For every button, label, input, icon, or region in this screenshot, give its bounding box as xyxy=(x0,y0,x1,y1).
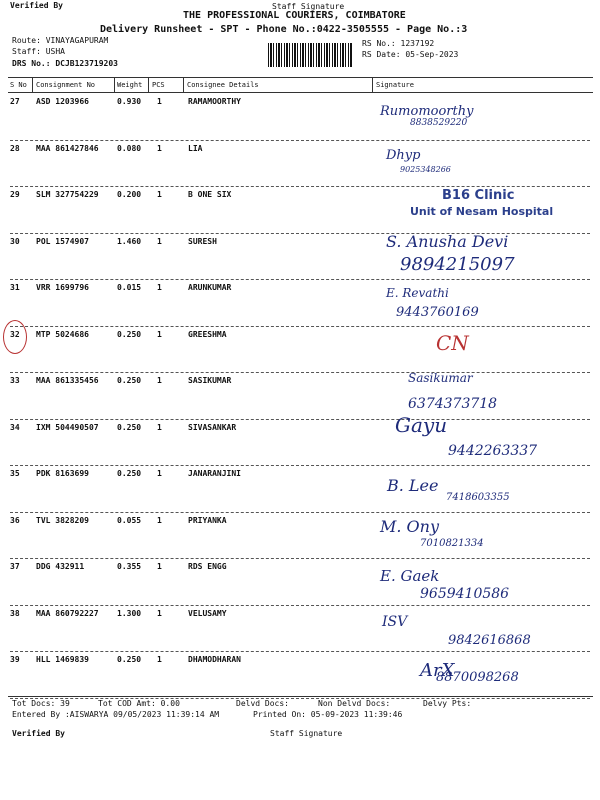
row-separator xyxy=(10,512,590,513)
row-pcs: 1 xyxy=(157,422,162,432)
row-separator xyxy=(10,465,590,466)
row-consignee: SURESH xyxy=(188,236,217,246)
row-sno: 38 xyxy=(10,608,20,618)
row-separator xyxy=(10,186,590,187)
entered-by: Entered By :AISWARYA 09/05/2023 11:39:14 AM xyxy=(12,710,220,719)
row-consignee: SIVASANKAR xyxy=(188,422,237,432)
col-consignment: Consignment No xyxy=(36,81,96,89)
row-signature: Gayu xyxy=(395,413,448,437)
row-sno: 35 xyxy=(10,469,20,478)
row-signature: Sasikumar xyxy=(408,371,473,385)
row-separator xyxy=(10,279,590,280)
row-weight: 0.250 xyxy=(117,376,142,385)
row-consignment-no: PDK 8163699 xyxy=(36,469,89,478)
row-pcs: 1 xyxy=(157,515,162,525)
tot-docs: Tot Docs: 39 xyxy=(12,699,70,708)
row-signature-note: 9659410586 xyxy=(420,586,510,602)
row-pcs: 1 xyxy=(157,143,162,153)
row-signature: E. Gaek xyxy=(380,567,440,585)
row-consignment-no: MAA 861427846 xyxy=(36,143,99,153)
row-consignee: VELUSAMY xyxy=(188,608,227,618)
row-pcs: 1 xyxy=(157,469,162,478)
rs-number: RS No.: 1237192 xyxy=(362,39,435,48)
row-signature: S. Anusha Devi xyxy=(386,232,509,251)
runsheet-title: Delivery Runsheet - SPT - Phone No.:0422-3505555 - Page No.:3 xyxy=(100,24,468,35)
row-weight: 0.250 xyxy=(117,469,142,478)
row-separator xyxy=(10,605,590,606)
row-signature: E. Revathi xyxy=(386,286,449,300)
row-consignee: SASIKUMAR xyxy=(188,376,232,385)
row-consignment-no: DDG 432911 xyxy=(36,562,85,571)
row-signature-note: 9025348266 xyxy=(400,165,451,174)
row-signature-note: 9443760169 xyxy=(396,305,479,320)
row-consignee: RAMAMOORTHY xyxy=(188,97,241,106)
staff: Staff: USHA xyxy=(12,47,65,56)
row-signature-note: 9442263337 xyxy=(448,443,538,459)
row-consignee: RDS ENGG xyxy=(188,562,227,571)
footer-rule xyxy=(8,696,593,697)
row-consignee: ARUNKUMAR xyxy=(188,283,232,292)
row-pcs: 1 xyxy=(157,329,162,339)
col-divider xyxy=(372,77,373,92)
row-sno: 28 xyxy=(10,143,20,153)
row-consignment-no: POL 1574907 xyxy=(36,236,89,246)
row-weight: 1.460 xyxy=(117,236,142,246)
row-sno: 32 xyxy=(10,329,20,339)
header-bottom-rule xyxy=(8,92,593,93)
circled-row-mark xyxy=(3,320,27,354)
row-consignment-no: MTP 5024686 xyxy=(36,329,89,339)
row-sno: 33 xyxy=(10,376,20,385)
row-consignment-no: TVL 3828209 xyxy=(36,515,89,525)
row-signature: ArX xyxy=(420,660,455,681)
verified-by-bottom: Verified By xyxy=(12,729,65,738)
row-signature: B16 Clinic xyxy=(442,188,515,203)
row-consignee: JANARANJINI xyxy=(188,469,241,478)
staff-signature-top: Staff Signature xyxy=(272,2,345,11)
delvd-docs: Delvd Docs: xyxy=(236,699,289,708)
row-pcs: 1 xyxy=(157,283,162,292)
row-weight: 0.080 xyxy=(117,143,142,153)
row-sno: 37 xyxy=(10,562,20,571)
col-consignee: Consignee Details xyxy=(187,81,259,89)
col-divider xyxy=(183,77,184,92)
verified-by-top: Verified By xyxy=(10,1,63,10)
row-separator xyxy=(10,698,590,699)
row-pcs: 1 xyxy=(157,608,162,618)
row-weight: 0.015 xyxy=(117,283,142,292)
row-sno: 29 xyxy=(10,190,20,199)
tot-cod: Tot COD Amt: 0.00 xyxy=(98,699,180,708)
row-sno: 31 xyxy=(10,283,20,292)
row-pcs: 1 xyxy=(157,376,162,385)
col-divider xyxy=(148,77,149,92)
row-consignment-no: HLL 1469839 xyxy=(36,655,89,664)
rs-date: RS Date: 05-Sep-2023 xyxy=(362,50,459,59)
row-consignment-no: VRR 1699796 xyxy=(36,283,89,292)
row-pcs: 1 xyxy=(157,562,162,571)
row-separator xyxy=(10,651,590,652)
row-sno: 27 xyxy=(10,97,20,106)
row-sno: 36 xyxy=(10,515,20,525)
row-signature-note: 7010821334 xyxy=(420,538,484,549)
col-weight: Weight xyxy=(117,81,143,89)
row-signature-note: 8870098268 xyxy=(436,670,519,685)
row-weight: 0.930 xyxy=(117,97,142,106)
row-signature: M. Ony xyxy=(380,517,440,536)
row-consignee: PRIYANKA xyxy=(188,515,227,525)
row-signature-note: 8838529220 xyxy=(410,118,468,128)
row-pcs: 1 xyxy=(157,190,162,199)
staff-signature-bottom: Staff Signature xyxy=(270,729,343,738)
row-consignment-no: MAA 860792227 xyxy=(36,608,99,618)
row-signature: Rumomoorthy xyxy=(380,104,474,119)
row-sno: 34 xyxy=(10,422,20,432)
row-consignee: B ONE SIX xyxy=(188,190,232,199)
non-delvd-docs: Non Delvd Docs: xyxy=(318,699,391,708)
row-consignment-no: IXM 504490507 xyxy=(36,422,99,432)
row-separator xyxy=(10,140,590,141)
row-signature-note: 7418603355 xyxy=(446,492,510,503)
row-pcs: 1 xyxy=(157,97,162,106)
row-weight: 0.355 xyxy=(117,562,142,571)
row-weight: 0.250 xyxy=(117,655,142,664)
row-consignee: GREESHMA xyxy=(188,329,227,339)
row-signature: B. Lee xyxy=(387,476,439,495)
row-consignee: LIA xyxy=(188,143,203,153)
header-top-rule xyxy=(8,77,593,78)
row-signature: CN xyxy=(436,331,469,355)
barcode-image xyxy=(268,43,353,67)
row-weight: 1.300 xyxy=(117,608,142,618)
row-separator xyxy=(10,558,590,559)
row-signature: ISV xyxy=(382,614,408,630)
row-separator xyxy=(10,419,590,420)
row-signature-note: 9894215097 xyxy=(400,254,515,275)
row-separator xyxy=(10,372,590,373)
row-pcs: 1 xyxy=(157,655,162,664)
row-separator xyxy=(10,326,590,327)
row-consignee: DHAMODHARAN xyxy=(188,655,241,664)
col-sno: S No xyxy=(10,81,27,89)
col-divider xyxy=(114,77,115,92)
delvy-pts: Delvy Pts: xyxy=(423,699,472,708)
col-divider xyxy=(32,77,33,92)
drs-number: DRS No.: DCJB123719203 xyxy=(12,59,118,68)
row-consignment-no: MAA 861335456 xyxy=(36,376,99,385)
row-weight: 0.250 xyxy=(117,422,142,432)
row-signature-note: Unit of Nesam Hospital xyxy=(410,205,554,218)
row-sno: 39 xyxy=(10,655,20,664)
row-consignment-no: ASD 1203966 xyxy=(36,97,89,106)
row-pcs: 1 xyxy=(157,236,162,246)
row-signature: Dhyp xyxy=(386,148,421,163)
row-signature-note: 9842616868 xyxy=(448,633,531,648)
printed-on: Printed On: 05-09-2023 11:39:46 xyxy=(253,710,403,719)
company-name: THE PROFESSIONAL COURIERS, COIMBATORE xyxy=(183,10,406,21)
col-signature: Signature xyxy=(376,81,414,89)
row-weight: 0.055 xyxy=(117,515,142,525)
route: Route: VINAYAGAPURAM xyxy=(12,36,109,45)
row-sno: 30 xyxy=(10,236,20,246)
row-weight: 0.200 xyxy=(117,190,142,199)
row-weight: 0.250 xyxy=(117,329,142,339)
row-consignment-no: SLM 327754229 xyxy=(36,190,99,199)
row-signature-note: 6374373718 xyxy=(408,396,498,412)
col-pcs: PCS xyxy=(152,81,165,89)
